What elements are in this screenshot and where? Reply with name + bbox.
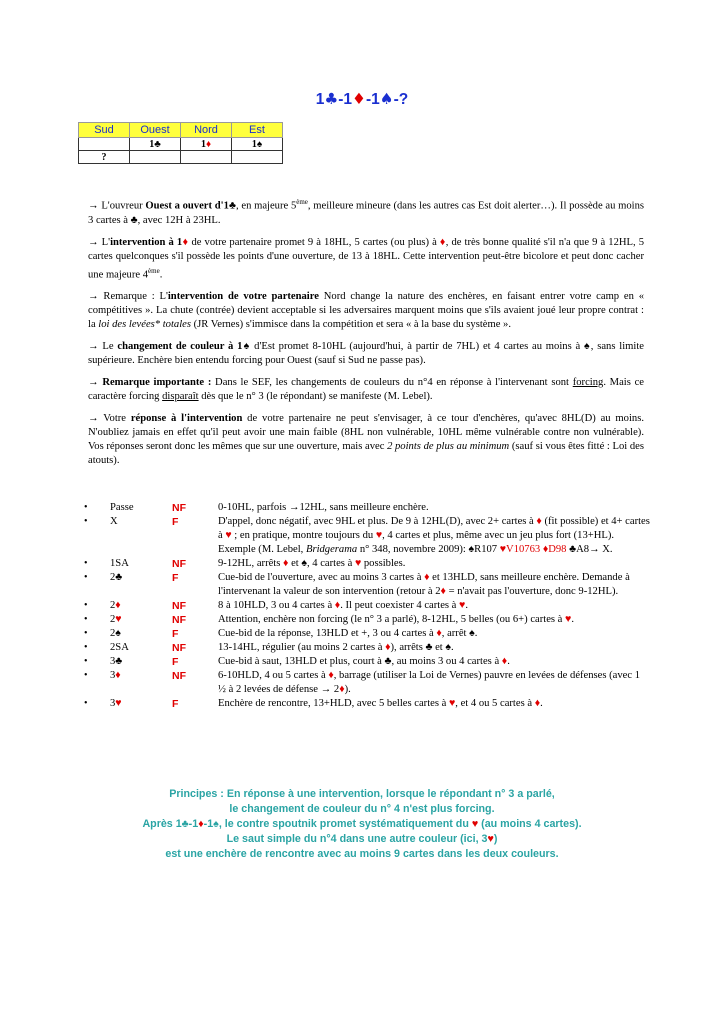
text-run: (JR Vernes) s'immisce dans la compétition et sera « à la base du système ». — [190, 319, 512, 331]
text-run: n° 348, novembre 2009): ♠R107 — [357, 544, 500, 555]
text-run: . — [540, 698, 543, 709]
text-run: . Il peut coexister 4 cartes à — [340, 600, 460, 611]
bid-call — [110, 515, 172, 557]
text-run: -1♠, le contre spoutnik promet systématiquement du — [203, 818, 472, 830]
text-run: . — [571, 614, 574, 625]
text-run: → Le — [88, 341, 118, 353]
bullet: • — [84, 502, 88, 513]
text-italic: loi des levées* totales — [98, 319, 191, 331]
suit-icon: ♣ — [115, 572, 123, 583]
bid-list — [84, 501, 650, 711]
diamonds-suit-icon: ♦ — [352, 90, 366, 108]
cell-est-1: 1♠ — [232, 138, 283, 151]
explanations — [88, 195, 644, 476]
text-run: , de très bonne qualité s'il n'a que 9 à 12HL, 5 cartes quelconques s'il possède les points d'une ouverture, de 13 à 18HL. Cette intervention peut-être bicolore et peut donc cacher une majeure 4 — [88, 236, 645, 281]
bid-row — [84, 669, 650, 697]
forcing-tag: NF — [172, 642, 186, 654]
paragraph-remarque — [88, 290, 644, 332]
text-run: ♦ — [440, 586, 446, 597]
diamonds-suit-icon: ♦ — [182, 236, 189, 248]
hearts-suit-icon: ♥ — [487, 833, 494, 845]
text-run: ♦ — [424, 572, 430, 583]
forcing-tag: F — [172, 572, 179, 584]
bullet: • — [84, 656, 88, 667]
header-ouest: Ouest — [130, 123, 181, 138]
text-run: . — [159, 269, 163, 281]
text-run: Attention, enchère non forcing (le n° 3 a parlé), 8-12HL, 5 belles (ou 6+) cartes à — [218, 614, 566, 625]
page-title — [0, 90, 724, 109]
text-run: (sauf si vous êtes fitté : Loi des atouts). — [88, 441, 645, 467]
principles-line: Principes : En réponse à une intervention, lorsque le répondant n° 3 a parlé, — [169, 788, 555, 800]
text-bold: Remarque importante : — [102, 377, 212, 389]
paragraph-remarque-importante — [88, 376, 644, 404]
text-run: ♥ — [459, 600, 466, 611]
bid-level: 2 — [110, 600, 116, 611]
suit-icon: ♦ — [115, 600, 121, 611]
principles-line — [0, 832, 724, 847]
bid-row — [84, 613, 650, 627]
text-run: 13-14HL, régulier (au moins 2 cartes à — [218, 642, 386, 653]
forcing-tag: F — [172, 698, 179, 710]
text-run: ♦ — [385, 642, 391, 653]
text-run: 9-12HL, arrêts — [218, 558, 284, 569]
text-run: possibles. — [361, 558, 406, 569]
text-run: ), arrêts ♣ et ♠. — [390, 642, 454, 653]
forcing-tag: NF — [172, 600, 186, 612]
text-run: ♣A8→ X. — [566, 544, 613, 555]
text-sup: ème — [296, 198, 308, 206]
title-part: -1 — [338, 91, 353, 108]
text-bold: Ouest a ouvert d'1♣ — [145, 200, 236, 212]
text-run: , barrage (utiliser la Loi de Vernes) pauvre en levées de défenses (avec 1 ½ à 2 levées de défense → 2 — [218, 670, 641, 695]
text-underline: disparaît — [162, 391, 199, 403]
text-run: de votre partenaire ne peut s'envisager, à ce tour d'enchères, qu'avec 8HL(D) au moins. N'oubliez jamais en effet qu'il peut avoir une main faible (8HL non vulnérable, 10HL même vulnérable contre non vulnérable). Vos réponses seront donc les mêmes que sur une ouverture, mais avec — [88, 413, 644, 453]
text-run: , 4 cartes et plus, même avec un jeu plus fort (13+HL). Exemple (M. Lebel, — [218, 530, 615, 555]
forcing-tag: NF — [172, 614, 186, 626]
bid-row — [84, 515, 650, 557]
forcing-tag: NF — [172, 558, 186, 570]
text-run: ) — [493, 833, 498, 845]
text-bold: intervention à 1 — [110, 236, 183, 248]
bid-level: 3 — [110, 698, 116, 709]
bid-row — [84, 599, 650, 613]
cell-sud-1 — [79, 138, 130, 151]
text-run: de votre partenaire promet 9 à 18HL, 5 cartes (ou plus) à — [188, 236, 440, 248]
cell-est-2 — [232, 151, 283, 164]
header-est: Est — [232, 123, 283, 138]
forcing-tag: F — [172, 656, 179, 668]
text-run: = n'avait pas l'ouverture, donc 9-12HL). — [445, 586, 619, 597]
bid-call — [110, 697, 172, 711]
bid-level: 1SA — [110, 558, 129, 569]
bid-call — [110, 613, 172, 627]
bid-row — [84, 641, 650, 655]
bid-row — [84, 571, 650, 599]
suit-icon: ♥ — [115, 614, 122, 625]
text-run: Nord change la nature des enchères, en faisant entrer votre camp en « compétitives ». La chute (contrée) devient acceptable si les adversaires marquent moins que s'ils avaient joué leur propre contrat : la — [88, 291, 645, 331]
text-run: Le saut simple du n°4 dans une autre couleur (ici, 3 — [226, 833, 488, 845]
text-run: ♥ — [225, 530, 232, 541]
text-run: , et 4 ou 5 cartes à — [455, 698, 535, 709]
bid-call — [110, 501, 172, 515]
bid-level: Passe — [110, 502, 134, 513]
title-part: -1 — [365, 91, 380, 108]
principles-line: le changement de couleur du n° 4 n'est plus forcing. — [229, 803, 495, 815]
bid-row — [84, 697, 650, 711]
text-bold: réponse à l'intervention — [130, 413, 243, 425]
text-sup: ème — [148, 266, 160, 275]
bid-level: 3 — [110, 670, 116, 681]
text-run: ♥ — [375, 530, 383, 541]
text-run: Bridgerama — [305, 544, 358, 555]
suit-icon: ♣ — [115, 656, 123, 667]
principles-line: est une enchère de rencontre avec au moins 9 cartes dans les deux couleurs. — [165, 848, 559, 860]
text-run: → L' — [88, 236, 111, 248]
text-run: ♥V10763 ♦D98 — [499, 544, 567, 555]
bullet: • — [84, 698, 88, 709]
diamonds-suit-icon: ♦ — [439, 236, 446, 248]
hearts-suit-icon: ♥ — [471, 818, 479, 830]
principles-line — [0, 817, 724, 832]
bullet: • — [84, 670, 88, 681]
bid-description — [218, 613, 650, 627]
bullet: • — [84, 516, 88, 527]
text-run: ♥ — [354, 558, 362, 569]
text-run: , meilleure mineure (dans les autres cas Est doit alerter…). Il possède au moins 3 cartes à ♣, avec 12H à 23HL. — [88, 200, 644, 226]
bid-description — [218, 515, 650, 557]
bid-call — [110, 599, 172, 613]
bid-level: 2 — [110, 628, 116, 639]
bid-description — [218, 641, 650, 655]
text-run: et ♠, 4 cartes à — [288, 558, 355, 569]
text-run: , en majeure 5 — [236, 200, 297, 212]
text-run: Enchère de rencontre, 13+HLD, avec 5 belles cartes à — [218, 698, 449, 709]
forcing-tag: F — [172, 628, 179, 640]
text-run: . Mais ce caractère forcing — [88, 377, 644, 403]
text-bold: changement de couleur à 1♠ — [117, 341, 251, 353]
text-run: ). — [344, 684, 351, 695]
text-run: Dans le SEF, les changements de couleurs du n°4 en réponse à l'intervenant sont — [211, 377, 573, 389]
bid-row — [84, 627, 650, 641]
bid-row — [84, 557, 650, 571]
bullet: • — [84, 614, 88, 625]
text-run: Cue-bid de l'ouverture, avec au moins 3 cartes à — [218, 572, 425, 583]
bullet: • — [84, 558, 88, 569]
diamonds-suit-icon: ♦ — [205, 138, 212, 150]
forcing-tag: NF — [172, 670, 186, 682]
text-run: . — [465, 600, 468, 611]
text-run: 8 à 10HLD, 3 ou 4 cartes à — [218, 600, 335, 611]
text-run: (fit possible) et 4+ cartes à — [218, 516, 650, 541]
text-run: ♦ — [339, 684, 345, 695]
bullet: • — [84, 642, 88, 653]
bid-level: 1 — [200, 138, 206, 150]
text-run: (au moins 4 cartes). — [478, 818, 582, 830]
bid-description — [218, 697, 650, 711]
paragraph-changement — [88, 340, 644, 368]
bid-description — [218, 571, 650, 599]
text-run: Après 1♣-1 — [142, 818, 199, 830]
text-run: dès que le n° 3 (le répondant) se manifeste (M. Lebel). — [198, 391, 433, 403]
bid-description — [218, 627, 650, 641]
text-bold: intervention de votre partenaire — [167, 291, 319, 303]
text-run: Cue-bid de la réponse, 13HLD et +, 3 ou 4 cartes à — [218, 628, 437, 639]
bid-description — [218, 669, 650, 697]
bid-description — [218, 655, 650, 669]
bid-call — [110, 641, 172, 655]
text-run: ♦ — [436, 628, 442, 639]
bid-level: 2 — [110, 572, 116, 583]
title-part: -? — [393, 91, 409, 108]
header-nord: Nord — [181, 123, 232, 138]
diamonds-suit-icon: ♦ — [198, 818, 204, 830]
text-run: ♦ — [536, 516, 542, 527]
text-run: d'Est promet 8-10HL (aujourd'hui, à partir de 7HL) et 4 cartes au moins à ♠, sans limite supérieure. Enchère bien entendu forcing pour Ouest (sauf si Sud ne passe pas). — [88, 341, 644, 367]
bid-level: 2SA — [110, 642, 129, 653]
header-sud: Sud — [79, 123, 130, 138]
bid-call — [110, 571, 172, 599]
text-run: ♥ — [448, 698, 456, 709]
suit-icon: ♦ — [115, 670, 121, 681]
principles-box — [0, 787, 724, 862]
bullet: • — [84, 600, 88, 611]
auction-table — [78, 122, 283, 164]
forcing-tag: F — [172, 516, 179, 528]
bullet: • — [84, 628, 88, 639]
cell-ouest-1: 1♣ — [130, 138, 181, 151]
text-run: Cue-bid à saut, 13HLD et plus, court à ♣, au moins 3 ou 4 cartes à — [218, 656, 502, 667]
paragraph-reponse — [88, 412, 644, 468]
text-run: ; en pratique, montre toujours du — [231, 530, 376, 541]
clubs-suit-icon: ♣ — [324, 90, 339, 108]
bid-description — [218, 557, 650, 571]
bid-call — [110, 557, 172, 571]
text-run: ♦ — [534, 698, 541, 709]
bid-level: X — [110, 516, 118, 527]
cell-nord-2 — [181, 151, 232, 164]
text-run: ♦ — [328, 670, 334, 681]
spades-suit-icon: ♠ — [379, 90, 394, 108]
text-run: 0-10HL, parfois →12HL, sans meilleure enchère. — [218, 502, 429, 513]
bid-call — [110, 627, 172, 641]
forcing-tag: NF — [172, 502, 186, 514]
cell-nord-1 — [181, 138, 232, 151]
paragraph-opening — [88, 195, 644, 228]
cell-sud-2: ? — [79, 151, 130, 164]
text-underline: forcing — [572, 377, 604, 389]
bid-description — [218, 599, 650, 613]
text-run: et 13HLD, sans meilleure enchère. Demande à l'intervenant la valeur de son intervention (retour à 2 — [218, 572, 630, 597]
bid-call — [110, 669, 172, 697]
text-run: . — [507, 656, 510, 667]
bid-description — [218, 501, 650, 515]
bid-call — [110, 655, 172, 669]
text-run: ♦ — [501, 656, 508, 667]
text-run: → Votre — [88, 413, 131, 425]
paragraph-intervention — [88, 236, 644, 283]
bid-row — [84, 501, 650, 515]
bid-level: 2 — [110, 614, 116, 625]
title-part: 1 — [315, 91, 325, 108]
bid-row — [84, 655, 650, 669]
text-run: , arrêt ♠. — [441, 628, 478, 639]
bid-level: 3 — [110, 656, 116, 667]
text-run: D'appel, donc négatif, avec 9HL et plus. De 9 à 12HL(D), avec 2+ cartes à — [218, 516, 537, 527]
text-run: → Remarque : L' — [88, 291, 168, 303]
bullet: • — [84, 572, 88, 583]
text-run: ♦ — [283, 558, 289, 569]
text-run: → — [88, 377, 103, 389]
text-run: → L'ouvreur — [88, 200, 146, 212]
suit-icon: ♠ — [115, 628, 121, 639]
cell-ouest-2 — [130, 151, 181, 164]
suit-icon: ♥ — [115, 698, 122, 709]
text-run: 6-10HLD, 4 ou 5 cartes à — [218, 670, 329, 681]
text-run: ♥ — [565, 614, 572, 625]
text-run: ♦ — [334, 600, 341, 611]
text-italic: 2 points de plus au minimum — [387, 441, 510, 453]
